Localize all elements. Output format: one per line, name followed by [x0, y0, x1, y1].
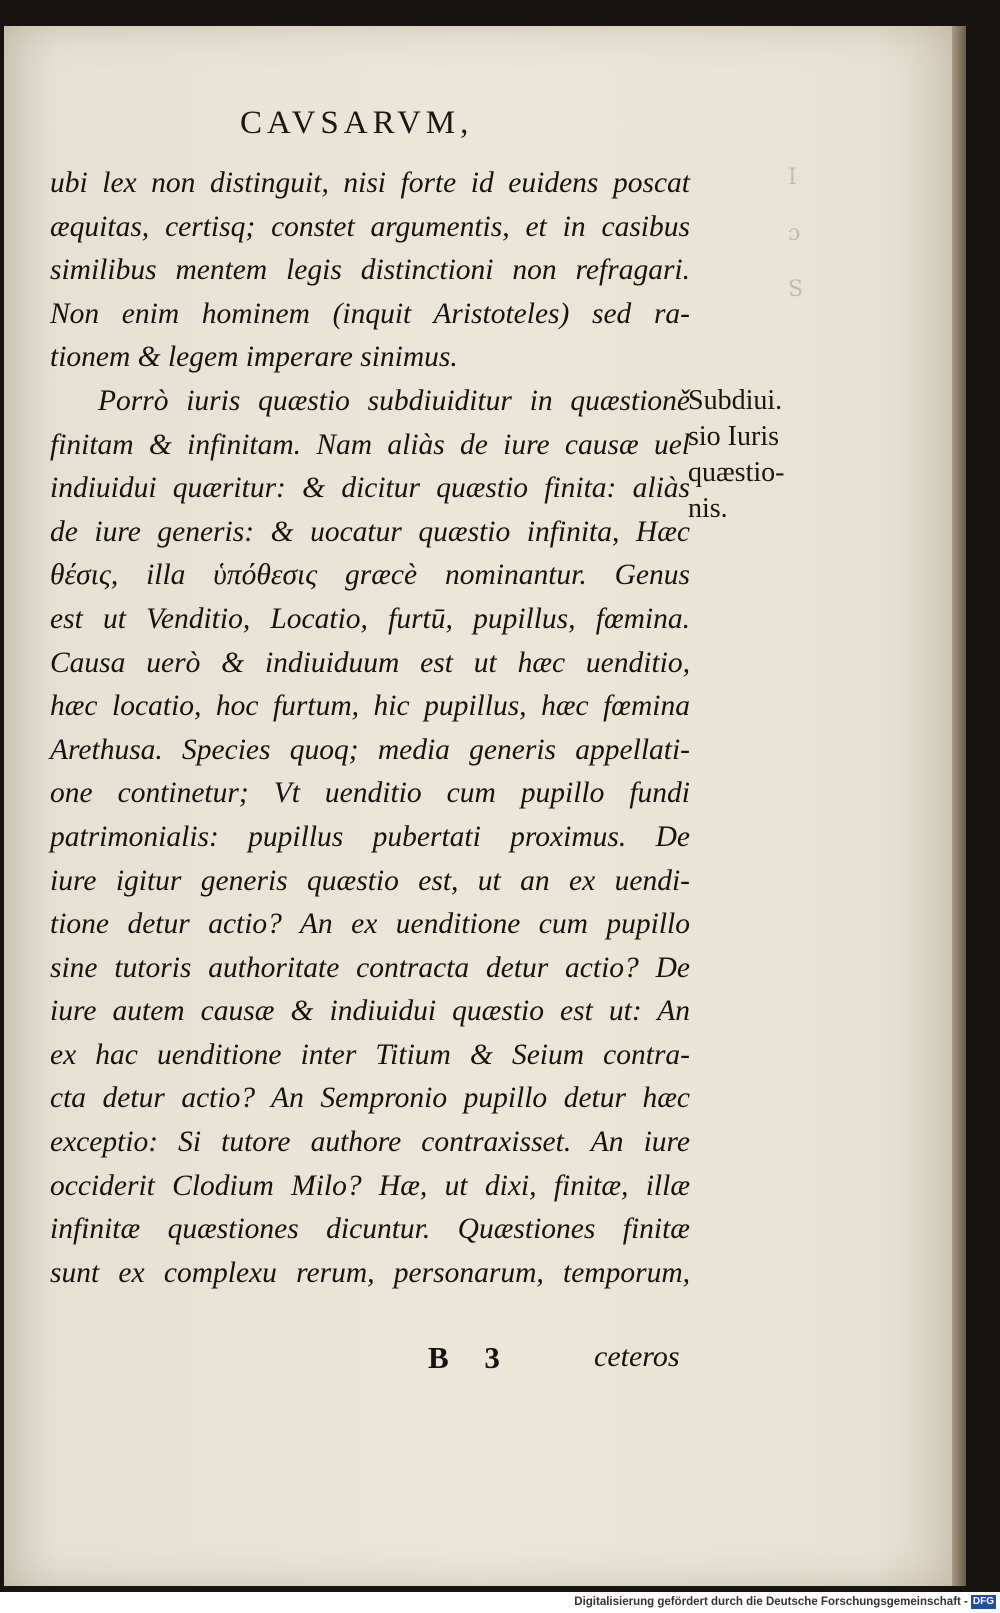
text-line: exceptio: Si tutore authore contraxisset. An iure: [50, 1126, 690, 1159]
text-line: ex hac uenditione inter Titium & Seium contra-: [50, 1038, 690, 1071]
marginal-line: quæstio-: [688, 457, 785, 488]
bleed-mark: S: [788, 277, 804, 302]
text-line: hæc locatio, hoc furtum, hic pupillus, hæc fœmina: [50, 690, 690, 723]
text-line: Causa uerò & indiuiduum est ut hæc uenditio,: [50, 646, 690, 679]
text-line: sunt ex complexu rerum, personarum, temporum,: [50, 1256, 690, 1289]
bleed-mark: ɔ: [788, 221, 801, 246]
text-line: tione detur actio? An ex uenditione cum pupillo: [50, 908, 690, 941]
text-line: Non enim hominem (inquit Aristoteles) sed ra-: [50, 297, 690, 330]
text-line: ubi lex non distinguit, nisi forte id euidens poscat: [50, 167, 690, 199]
text-line: iure autem causæ & indiuidui quæstio est ut: An: [50, 995, 690, 1028]
text-line: sine tutoris authoritate contracta detur actio? De: [50, 951, 690, 984]
text-line: Porrò iuris quæstio subdiuiditur in quæstioně: [98, 384, 690, 417]
text-line: est ut Venditio, Locatio, furtū, pupillus, fœmina.: [50, 602, 690, 635]
text-line: cta detur actio? An Sempronio pupillo detur hæc: [50, 1082, 690, 1115]
text-line: æquitas, certisq; constet argumentis, et in casibus: [50, 210, 690, 243]
bleed-through-marks: [788, 150, 848, 318]
text-line: similibus mentem legis distinctioni non refragari.: [50, 254, 690, 287]
text-line: indiuidui quæritur: & dicitur quæstio finita: aliàs: [50, 472, 690, 505]
text-line: θέσις, illa ὑπόθεσις græcè nominantur. Genus: [50, 559, 690, 592]
text-line: finitam & infinitam. Nam aliàs de iure causæ uel: [50, 428, 690, 461]
marginal-line: sio Iuris: [688, 421, 779, 452]
text-line: one continetur; Vt uenditio cum pupillo fundi: [50, 777, 690, 810]
text-line: occiderit Clodium Milo? Hæ, ut dixi, finitæ, illæ: [50, 1169, 690, 1202]
text-line: patrimonialis: pupillus pubertati proximus. De: [50, 820, 690, 853]
catchword: ceteros: [594, 1340, 680, 1373]
bleed-mark: I: [788, 165, 797, 190]
page-edge: [952, 26, 966, 1586]
dfg-logo-icon[interactable]: DFG: [972, 1596, 994, 1607]
marginal-note: [688, 383, 838, 527]
text-line: iure igitur generis quæstio est, ut an ex uendi-: [50, 864, 690, 897]
footer-credit: Digitalisierung gefördert durch die Deutsche Forschungsgemeinschaft -: [574, 1596, 968, 1608]
running-head: CAVSARVM,: [240, 105, 474, 141]
text-line: tionem & legem imperare sinimus.: [50, 341, 458, 374]
marginal-line: nis.: [688, 493, 728, 524]
signature-mark: B 3: [428, 1340, 514, 1375]
text-line: Arethusa. Species quoq; media generis appellati-: [50, 733, 690, 766]
body-text: [50, 162, 690, 1295]
text-line: infinitæ quæstiones dicuntur. Quæstiones finitæ: [50, 1213, 690, 1246]
footer-credit-bar: [0, 1592, 1000, 1613]
text-line: de iure generis: & uocatur quæstio infinita, Hæc: [50, 515, 690, 548]
marginal-line: Subdiui.: [688, 385, 783, 416]
